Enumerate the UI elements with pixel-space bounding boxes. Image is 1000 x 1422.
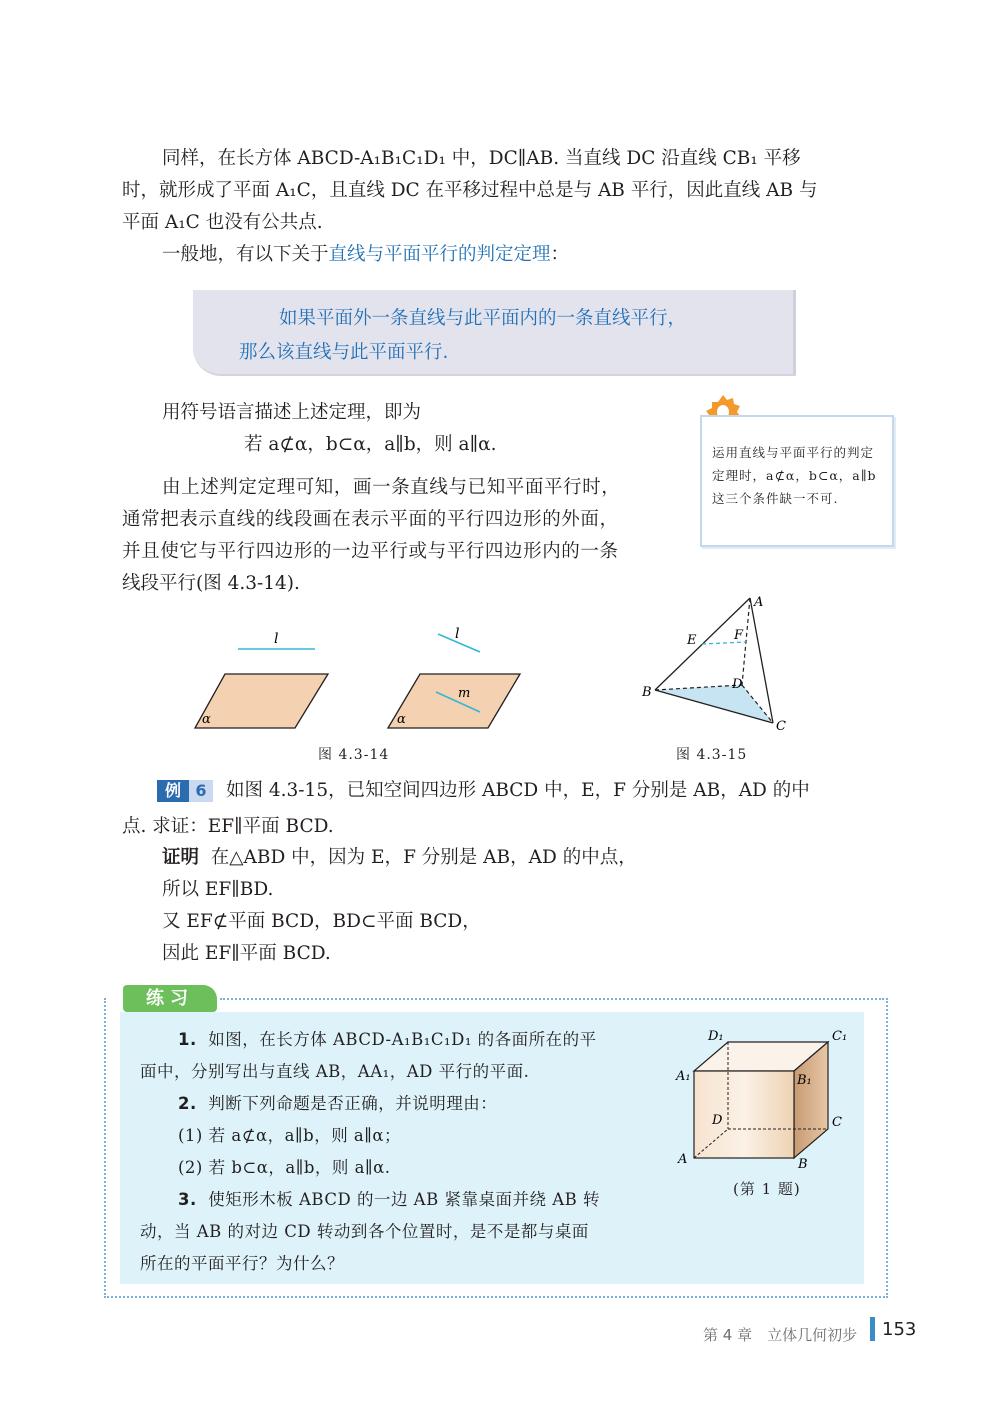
label-E: E: [687, 633, 697, 648]
paragraph-2-suffix: ：: [550, 244, 570, 265]
figure-4-3-14-caption: 图 4.3-14: [318, 747, 390, 763]
q2-a: (1) 若 a⊄α，a∥b，则 a∥α；: [178, 1126, 402, 1145]
proof-label: 证明: [162, 847, 200, 868]
proof-line-4: 因此 EF∥平面 BCD.: [162, 943, 331, 964]
label-F: F: [734, 628, 744, 643]
theorem-box: [193, 290, 796, 376]
example-line-2: 点. 求证：EF∥平面 BCD.: [122, 816, 334, 837]
practice-title: 练习: [123, 985, 217, 1012]
paragraph-4-line-1: 由上述判定定理可知，画一条直线与已知平面平行时，: [162, 477, 621, 498]
theorem-name-highlight: 直线与平面平行的判定定理: [328, 244, 551, 265]
cuboid-caption: (第 1 题): [733, 1180, 801, 1198]
proof-line-3: 又 EF⊄平面 BCD，BD⊂平面 BCD，: [162, 911, 481, 932]
paragraph-1-line-2: 时，就形成了平面 A₁C，且直线 DC 在平移过程中总是与 AB 平行，因此直线 AB 与: [122, 180, 818, 201]
label-C1: C₁: [832, 1029, 848, 1044]
label-B: B: [642, 685, 652, 700]
plane-alpha-1: [195, 674, 328, 728]
example-line-1: 如图 4.3-15，已知空间四边形 ABCD 中，E，F 分别是 AB，AD 的中: [226, 780, 810, 801]
cuboid-front-face: [694, 1071, 794, 1158]
figure-4-3-15: [640, 590, 800, 740]
example-badge-label: 例: [157, 780, 189, 802]
q2-line-1: [178, 1088, 497, 1120]
label-C: C: [832, 1115, 842, 1130]
chapter-title: 第 4 章 立体几何初步: [703, 1326, 858, 1344]
label-D: D: [712, 1113, 723, 1128]
theorem-line-1: 如果平面外一条直线与此平面内的一条直线平行，: [279, 308, 687, 329]
label-A1: A₁: [676, 1069, 691, 1084]
label-B1: B₁: [797, 1073, 812, 1088]
figure-4-3-15-caption: 图 4.3-15: [676, 747, 748, 763]
label-B: B: [798, 1157, 808, 1172]
side-note-text: 运用直线与平面平行的判定定理时，a⊄α，b⊂α，a∥b这三个条件缺一不可.: [712, 445, 877, 506]
label-m: m: [458, 686, 471, 701]
cuboid-figure: [670, 1022, 860, 1172]
page-number: 153: [882, 1319, 917, 1340]
label-A: A: [678, 1152, 688, 1167]
q2-b: (2) 若 b⊂α，a∥b，则 a∥α.: [178, 1158, 391, 1177]
q3-text-1: 使矩形木板 ABCD 的一边 AB 紧靠桌面并绕 AB 转: [208, 1190, 601, 1209]
label-C: C: [776, 719, 786, 734]
label-A: A: [754, 595, 764, 610]
q2-text-1: 判断下列命题是否正确，并说明理由：: [208, 1094, 498, 1113]
q3-line-3: 所在的平面平行？为什么？: [140, 1254, 344, 1273]
paragraph-2-prefix: 一般地，有以下关于: [162, 244, 329, 265]
q1-line-1: [178, 1024, 597, 1056]
label-l-1: l: [274, 631, 279, 647]
q1-line-2: 面中，分别写出与直线 AB，AA₁，AD 平行的平面.: [140, 1062, 530, 1081]
label-alpha-1: α: [202, 712, 211, 727]
q3-number: 3.: [178, 1190, 197, 1209]
proof-text-1: 在△ABD 中，因为 E，F 分别是 AB，AD 的中点，: [210, 847, 637, 868]
proof-line-2: 所以 EF∥BD.: [162, 879, 274, 900]
q3-line-2: 动，当 AB 的对边 CD 转动到各个位置时，是不是都与桌面: [140, 1222, 589, 1241]
q3-line-1: [178, 1184, 600, 1216]
edge-AD: [742, 598, 750, 685]
paragraph-2: [162, 239, 569, 271]
symbolic-formula: 若 a⊄α，b⊂α，a∥b，则 a∥α.: [244, 434, 497, 455]
label-D: D: [732, 677, 743, 692]
paragraph-4-line-4: 线段平行(图 4.3-14).: [122, 573, 300, 594]
side-note-box: [700, 415, 894, 547]
q1-text-1: 如图，在长方体 ABCD-A₁B₁C₁D₁ 的各面所在的平: [208, 1030, 597, 1049]
label-l-2: l: [455, 626, 460, 642]
footer-divider: [870, 1317, 875, 1341]
example-badge-number: 6: [189, 780, 213, 802]
example-badge: [157, 780, 213, 802]
q1-number: 1.: [178, 1030, 197, 1049]
base-triangle-fill: [655, 685, 773, 723]
paragraph-3: 用符号语言描述上述定理，即为: [162, 402, 422, 423]
proof-line-1: [162, 842, 637, 874]
paragraph-4-line-3: 并且使它与平行四边形的一边平行或与平行四边形内的一条: [122, 541, 619, 562]
paragraph-1-line-3: 平面 A₁C 也没有公共点.: [122, 212, 323, 233]
figure-4-3-14: [190, 620, 530, 735]
q2-number: 2.: [178, 1094, 197, 1113]
paragraph-1-line-1: 同样，在长方体 ABCD-A₁B₁C₁D₁ 中，DC∥AB. 当直线 DC 沿直线 CB₁ 平移: [162, 148, 801, 169]
theorem-line-2: 那么该直线与此平面平行.: [239, 342, 449, 363]
practice-top-rule: [220, 998, 884, 1000]
label-D1: D₁: [708, 1029, 724, 1044]
paragraph-4-line-2: 通常把表示直线的线段画在表示平面的平行四边形的外面，: [122, 509, 619, 530]
label-alpha-2: α: [397, 712, 406, 727]
